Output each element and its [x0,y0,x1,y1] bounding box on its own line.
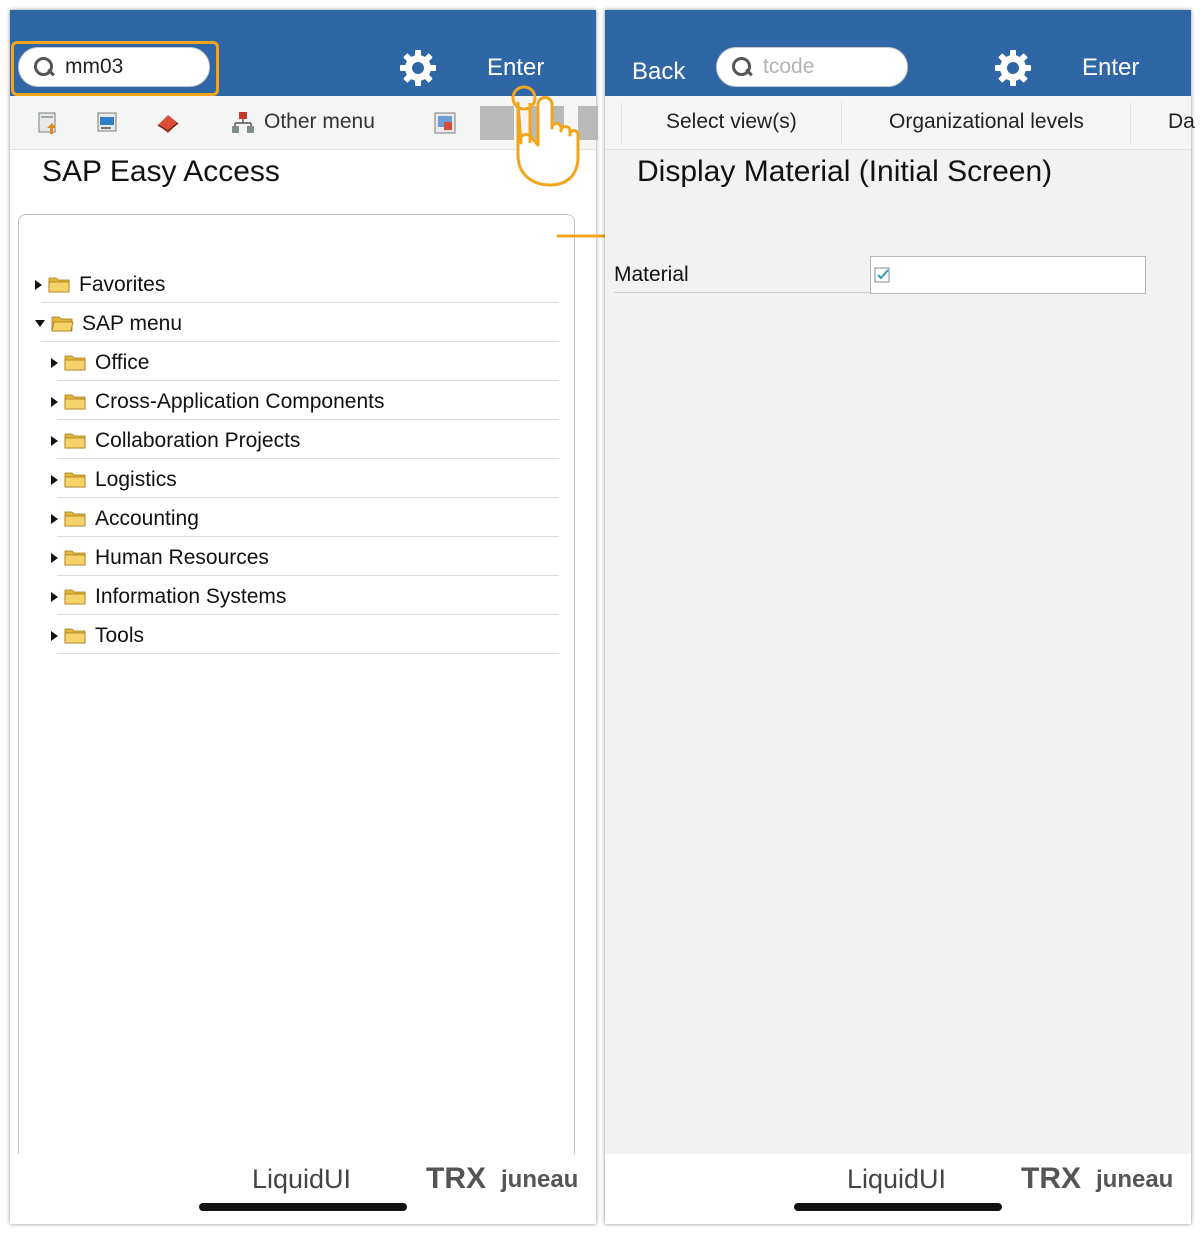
gear-icon[interactable] [398,48,438,88]
folder-icon [64,588,86,605]
tree-item[interactable] [35,265,165,304]
gear-icon[interactable] [993,48,1033,88]
tab-organizational-levels[interactable]: Organizational levels [889,110,1084,133]
tab-select-views[interactable]: Select view(s) [666,110,797,133]
other-menu-label[interactable]: Other menu [264,110,375,133]
tree-row-divider [57,536,559,537]
tree-item[interactable] [51,421,300,460]
favorites-add-icon[interactable] [37,110,63,136]
tree-item[interactable] [51,460,177,499]
footer [605,1154,1191,1224]
tree-row-divider [57,497,559,498]
tab-bar [605,96,1195,150]
tree-row-divider [57,653,559,654]
tap-hand-icon [505,85,585,190]
delete-favorite-icon[interactable] [155,110,181,136]
folder-icon [64,354,86,371]
collapsed-arrow-icon[interactable] [51,397,58,407]
tree-item[interactable] [35,304,182,343]
collapsed-arrow-icon[interactable] [51,553,58,563]
footer-brand: LiquidUI [252,1164,352,1194]
top-bar [605,10,1191,96]
folder-icon [64,549,86,566]
folder-icon [64,627,86,644]
footer-brand: LiquidUI [847,1164,947,1194]
home-indicator[interactable] [199,1203,407,1211]
tab-separator [1130,102,1131,144]
right-screen [605,10,1195,1224]
expanded-arrow-icon[interactable] [35,320,45,327]
tree-row-divider [57,419,559,420]
tree-row-divider [41,302,559,303]
tree-item-label: Office [95,350,150,374]
create-role-icon[interactable] [432,110,458,136]
tree-item-label: SAP menu [82,311,183,335]
other-menu-icon[interactable] [230,110,256,136]
collapsed-arrow-icon[interactable] [51,631,58,641]
tree-item-label: Tools [95,623,145,647]
collapsed-arrow-icon[interactable] [51,358,58,368]
enter-button[interactable]: Enter [487,54,545,81]
tree-item[interactable] [51,499,199,538]
back-button[interactable]: Back [632,58,686,85]
folder-icon [51,315,73,332]
folder-icon [64,510,86,527]
left-screen [10,10,596,1224]
tree-row-divider [57,575,559,576]
collapsed-arrow-icon[interactable] [51,592,58,602]
tree-row-divider [57,458,559,459]
menu-tree [18,214,575,1224]
search-highlight [11,41,219,96]
material-input[interactable] [870,256,1146,294]
collapsed-arrow-icon[interactable] [51,436,58,446]
tcode-search-placeholder[interactable]: tcode [763,55,815,78]
tcode-search-field[interactable] [716,47,908,87]
footer-user: juneau [501,1166,579,1193]
tab-separator [841,102,842,144]
search-help-icon[interactable] [874,266,892,284]
folder-icon [64,471,86,488]
footer [10,1154,596,1224]
tree-item[interactable] [51,616,144,655]
tree-row-divider [57,614,559,615]
tree-item[interactable] [51,577,286,616]
page-title: Display Material (Initial Screen) [637,155,1053,188]
tree-row-divider [41,341,559,342]
enter-button[interactable]: Enter [1082,54,1140,81]
footer-user: juneau [1096,1166,1174,1193]
field-underline [614,292,870,293]
folder-icon [64,432,86,449]
edit-favorite-icon[interactable] [95,110,121,136]
home-indicator[interactable] [794,1203,1002,1211]
tree-item-label: Favorites [79,272,166,296]
material-label: Material [614,263,689,286]
footer-trx: TRX [426,1162,486,1195]
tree-item-label: Collaboration Projects [95,428,301,452]
tree-item[interactable] [51,343,149,382]
tab-separator [621,102,622,144]
collapsed-arrow-icon[interactable] [51,514,58,524]
page-title: SAP Easy Access [42,155,280,188]
tree-item[interactable] [51,382,384,421]
tree-row-divider [57,380,559,381]
folder-icon [48,276,70,293]
tree-item-label: Human Resources [95,545,269,569]
search-icon [731,56,753,78]
tree-item-label: Logistics [95,467,177,491]
folder-icon [64,393,86,410]
collapsed-arrow-icon[interactable] [51,475,58,485]
tree-item[interactable] [51,538,269,577]
footer-trx: TRX [1021,1162,1081,1195]
tcode-search-value[interactable]: mm03 [65,55,124,78]
tree-item-label: Cross-Application Components [95,389,385,413]
tree-item-label: Accounting [95,506,199,530]
tree-item-label: Information Systems [95,584,287,608]
collapsed-arrow-icon[interactable] [35,280,42,290]
tab-data[interactable]: Da [1168,110,1195,133]
